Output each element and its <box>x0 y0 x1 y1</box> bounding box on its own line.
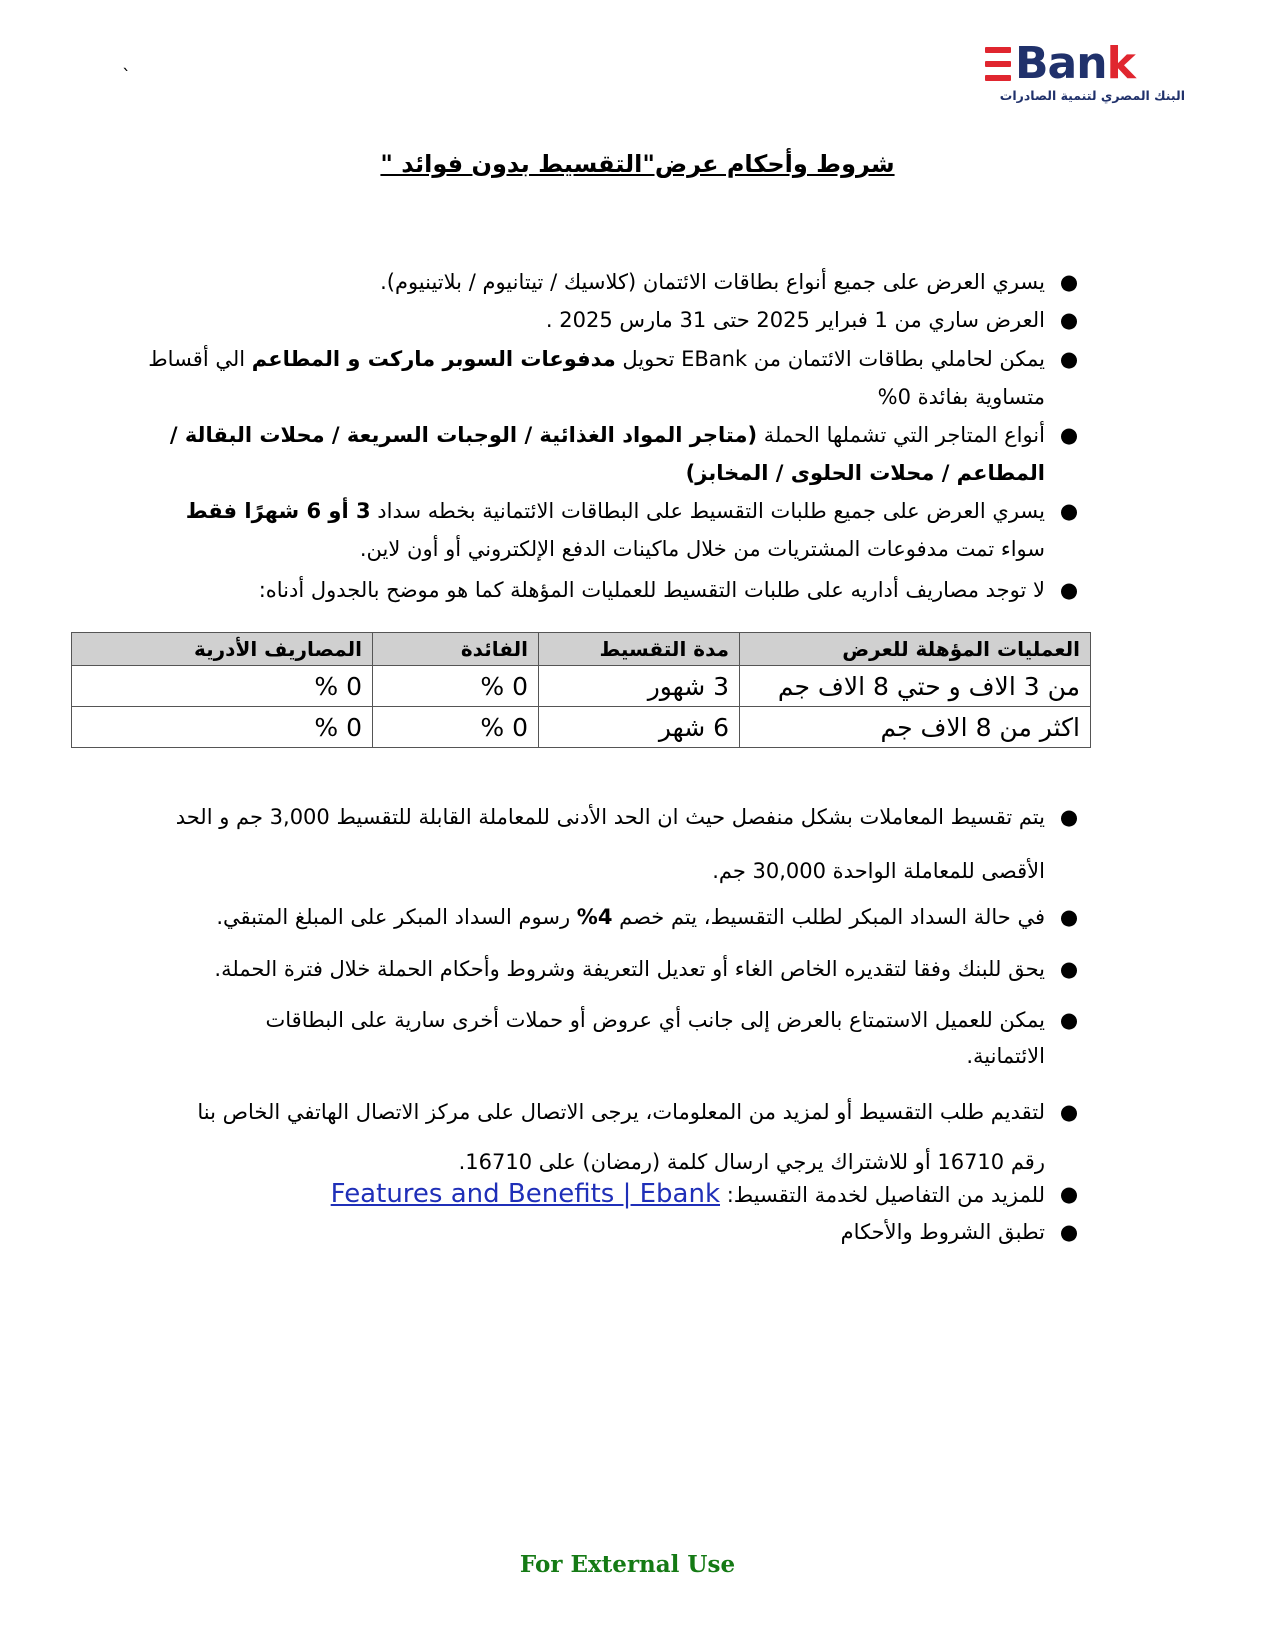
table-cell: 0 % <box>373 707 539 748</box>
stray-mark: ` <box>122 66 131 87</box>
ebank-logo <box>985 40 1195 112</box>
list-item: ● العرض ساري من 1 فبراير 2025 حتى 31 مارس 2025 . <box>145 301 1045 339</box>
footer-classification: For External Use <box>519 1551 736 1578</box>
table-cell: 6 شهر <box>539 707 740 748</box>
table-header-row <box>72 633 1091 666</box>
column-header: العمليات المؤهلة للعرض <box>740 633 1091 666</box>
table-row <box>72 666 1091 707</box>
list-item: ● لتقديم طلب التقسيط أو لمزيد من المعلومات، يرجى الاتصال على مركز الاتصال الهاتفي الخاص بنا رقم 16710 أو للاشتراك يرجي ارسال كلمة (رمضان) على 16710. <box>145 1087 1045 1187</box>
list-item: ● أنواع المتاجر التي تشملها الحملة (متاجر المواد الغذائية / الوجبات السريعة / محلات البقالة / المطاعم / محلات الحلوى / المخابز) <box>145 416 1045 492</box>
list-item: ● في حالة السداد المبكر لطلب التقسيط، يتم خصم 4% رسوم السداد المبكر على المبلغ المتبقي. <box>145 898 1045 936</box>
list-item: ● يمكن لحاملي بطاقات الائتمان من EBank تحويل مدفوعات السوبر ماركت و المطاعم الي أقساط متساوية بفائدة 0% <box>145 340 1045 416</box>
logo-e-icon <box>985 47 1011 81</box>
logo-word: Bank <box>1015 38 1135 89</box>
bullet-icon: ● <box>1059 578 1079 602</box>
list-item: ● يسري العرض على جميع أنواع بطاقات الائتمان (كلاسيك / تيتانيوم / بلاتينيوم). <box>145 263 1045 301</box>
column-header: المصاريف الأدرية <box>72 633 373 666</box>
page-title: شروط وأحكام عرض"التقسيط بدون فوائد " <box>380 150 895 178</box>
table-cell: 0 % <box>72 707 373 748</box>
bullet-icon: ● <box>1059 805 1079 829</box>
bullet-icon: ● <box>1059 1008 1079 1032</box>
bullet-icon: ● <box>1059 270 1079 294</box>
bullet-icon: ● <box>1059 499 1079 523</box>
table-cell: 0 % <box>373 666 539 707</box>
bullet-icon: ● <box>1059 1182 1079 1206</box>
features-benefits-link[interactable]: Features and Benefits | Ebank <box>330 1179 721 1209</box>
logo-subtitle: البنك المصري لتنمية الصادرات <box>999 88 1185 103</box>
column-header: مدة التقسيط <box>539 633 740 666</box>
bullet-icon: ● <box>1059 347 1079 371</box>
list-item: ● تطبق الشروط والأحكام <box>145 1213 1045 1251</box>
column-header: الفائدة <box>373 633 539 666</box>
table-cell: 3 شهور <box>539 666 740 707</box>
list-item: ● يحق للبنك وفقا لتقديره الخاص الغاء أو تعديل التعريفة وشروط وأحكام الحملة خلال فترة الحملة. <box>145 950 1045 988</box>
list-item: ● يسري العرض على جميع طلبات التقسيط على البطاقات الائتمانية بخطه سداد 3 أو 6 شهرًا فقط سواء تمت مدفوعات المشتريات من خلال ماكينات الدفع الإلكتروني أو أون لاين. <box>145 492 1045 568</box>
list-item: ● لا توجد مصاريف أداريه على طلبات التقسيط للعمليات المؤهلة كما هو موضح بالجدول أدناه: <box>145 571 1045 609</box>
table-cell: 0 % <box>72 666 373 707</box>
table-cell: اكثر من 8 الاف جم <box>740 707 1091 748</box>
bullet-icon: ● <box>1059 1220 1079 1244</box>
table-cell: من 3 الاف و حتي 8 الاف جم <box>740 666 1091 707</box>
bullet-icon: ● <box>1059 308 1079 332</box>
bullet-icon: ● <box>1059 1100 1079 1124</box>
bullet-icon: ● <box>1059 957 1079 981</box>
logo-mark <box>985 38 1195 89</box>
table-row <box>72 707 1091 748</box>
list-item: ● يتم تقسيط المعاملات بشكل منفصل حيث ان الحد الأدنى للمعاملة القابلة للتقسيط 3,000 جم و الحد الأقصى للمعاملة الواحدة 30,000 جم. <box>145 790 1045 898</box>
bullet-icon: ● <box>1059 905 1079 929</box>
fees-table <box>71 632 1091 748</box>
bullet-icon: ● <box>1059 423 1079 447</box>
list-item: ● يمكن للعميل الاستمتاع بالعرض إلى جانب أي عروض أو حملات أخرى سارية على البطاقات الائتمانية. <box>145 1002 1045 1074</box>
list-item: ● للمزيد من التفاصيل لخدمة التقسيط: Features and Benefits | Ebank <box>145 1175 1045 1214</box>
